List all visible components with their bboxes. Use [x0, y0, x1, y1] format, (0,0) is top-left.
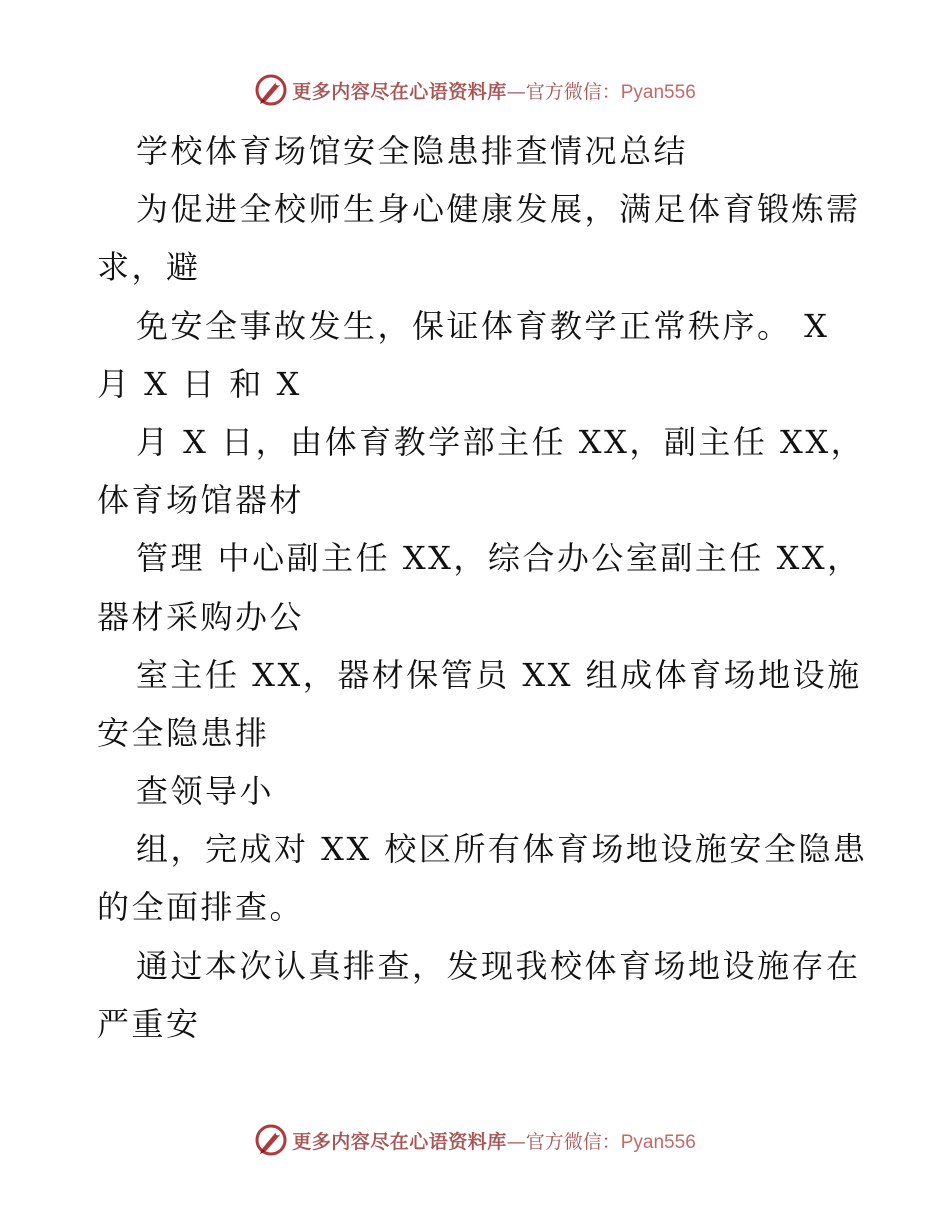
- footer-banner-id: Pyan556: [620, 1131, 696, 1153]
- paragraph-line: 器材采购办公: [97, 597, 305, 636]
- header-banner-sub: —官方微信：: [506, 80, 621, 103]
- paragraph-line: 安全隐患排: [97, 713, 270, 752]
- header-banner-main: 更多内容尽在心语资料库: [292, 80, 507, 103]
- paragraph-line: 管理 中心副主任 XX，综合办公室副主任 XX，: [136, 539, 862, 578]
- paragraph-line: 组，完成对 XX 校区所有体育场地设施安全隐患: [136, 830, 868, 869]
- paragraph-line: 通过本次认真排查，发现我校体育场地设施存在: [136, 946, 861, 985]
- document-title: 学校体育场馆安全隐患排查情况总结: [136, 132, 689, 170]
- header-banner: [0, 70, 950, 110]
- pen-logo-icon: [254, 73, 288, 107]
- footer-banner-sub: —官方微信：: [506, 1130, 621, 1153]
- paragraph-line: 求，避: [97, 248, 201, 287]
- paragraph-line: 的全面排查。: [97, 888, 305, 927]
- paragraph-line: 严重安: [97, 1004, 201, 1043]
- paragraph-line: 月 X 日，由体育教学部主任 XX，副主任 XX，: [136, 422, 866, 461]
- paragraph-line: 月 X 日 和 X: [97, 364, 302, 403]
- paragraph-line: 室主任 XX，器材保管员 XX 组成体育场地设施: [136, 655, 862, 694]
- paragraph-line: 查领导小: [136, 772, 275, 811]
- paragraph-line: 为促进全校师生身心健康发展，满足体育锻炼需: [136, 190, 861, 229]
- paragraph-line: 免安全事故发生，保证体育教学正常秩序。 X: [136, 306, 830, 345]
- header-banner-id: Pyan556: [620, 81, 696, 103]
- pen-logo-icon: [254, 1123, 288, 1157]
- footer-banner-main: 更多内容尽在心语资料库: [292, 1130, 507, 1153]
- footer-banner-text: [292, 1127, 696, 1154]
- document-body: [97, 122, 868, 1053]
- header-banner-text: [292, 77, 696, 104]
- footer-banner: [0, 1120, 950, 1160]
- paragraph-line: 体育场馆器材: [97, 481, 305, 520]
